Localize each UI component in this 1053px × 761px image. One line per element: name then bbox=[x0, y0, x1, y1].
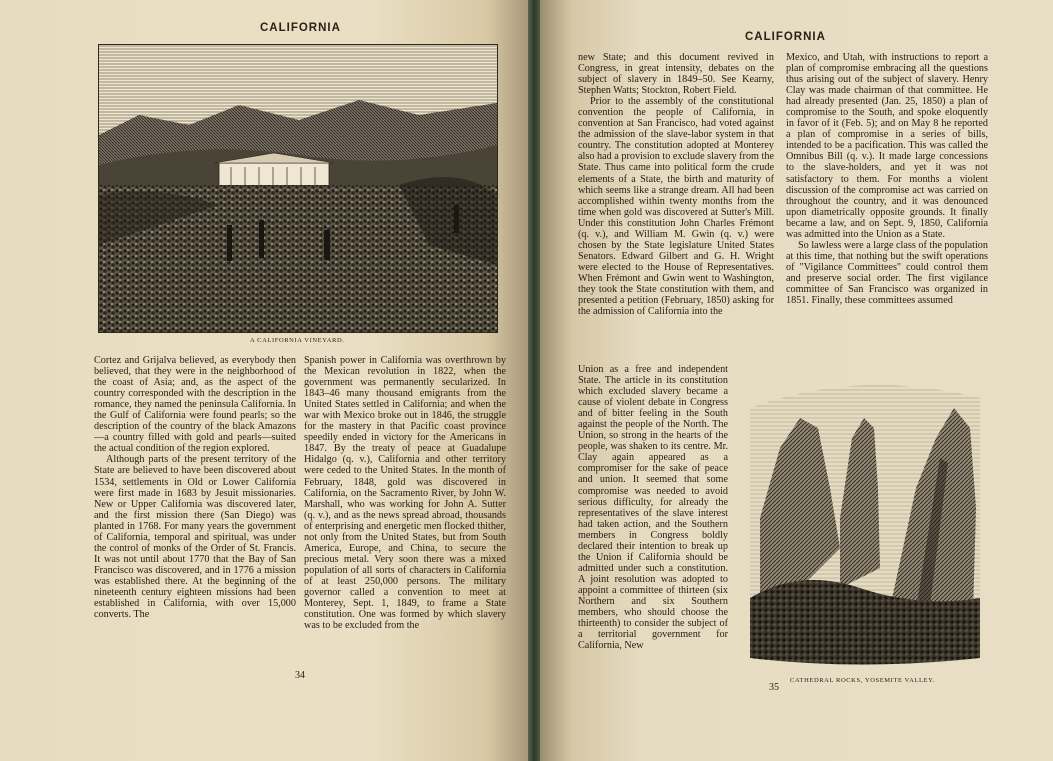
running-head: CALIFORNIA bbox=[260, 22, 341, 34]
cathedral-rocks-illustration bbox=[740, 368, 984, 671]
vineyard-engraving bbox=[98, 44, 498, 333]
paragraph: Mexico, and Utah, with instructions to report a plan of compromise embracing all the questions thus arising out of the subject of slavery. Henry Clay was made chairman of that committee. He had already presented (Jan. 25, 1850) a plan of compromise to the South, and spoke eloquently in favor of it (Feb. 5); and on May 8 he reported a plan of compromise in a series of bills, intended to be a pacification. This was called the Omnibus Bill (q. v.). It made large concessions to the slave-holders, and yet it was not satisfactory to them. For months a violent discussion of the compromise act was carried on throughout the country, and it was denounced upon diametrically opposite grounds. It finally became a law, and on Sept. 9, 1850, California was admitted into the Union as a State. bbox=[786, 52, 988, 240]
page-number: 35 bbox=[769, 682, 779, 693]
cathedral-rocks-engraving bbox=[740, 368, 984, 671]
paragraph: So lawless were a large class of the population at this time, that nothing but the swift operations of "Vigilance Committees" could control them and preserve social order. The first vigilance committee of San Francisco was organized in 1851. Finally, these committees assumed bbox=[786, 239, 988, 307]
right-column-1-narrow bbox=[578, 364, 728, 651]
book-gutter bbox=[528, 0, 540, 761]
paragraph: Prior to the assembly of the constitutional convention the people of California, in convention at San Francisco, had voted against the admission of the slave-labor system in that country. The constitution adopted at Monterey also had a provision to exclude slavery from the State. Thus came into political form the crude elements of a State, the birth and maturity of which seems like a strange dream. All had been accomplished within twenty months from the time when gold was discovered at Sutter's Mill. Under this constitution John Charles Frémont (q. v.), and William M. Gwin (q. v.) were chosen by the State legislature United States Senators. Edward Gilbert and G. H. Wright were elected to the House of Representatives. When Frémont and Gwin went to Washington, they took the State constitution with them, and presented a petition (February, 1850) asking for the admission of California into the bbox=[578, 96, 774, 318]
vineyard-illustration bbox=[99, 45, 497, 332]
page-number: 34 bbox=[295, 670, 305, 681]
paragraph: Union as a free and independent State. The article in its constitution which excluded slavery became a cause of violent debate in Congress and of bitter feeling in the South against the people of the North. The Union, so strong in the hearts of the people, was shaken to its centre. Mr. Clay again appeared as a compromiser for the sake of peace and union. It seemed that some compromise was needed to avoid serious difficulty, for already the representatives of the slave interest had taken action, and the Southern members in Congress boldly declared their intention to break up the Union if California should be admitted under such a constitution. A joint resolution was adopted to appoint a committee of thirteen (six Northern and six Southern members, who should choose the thirteenth) to consider the subject of a territorial government for California, New bbox=[578, 364, 728, 652]
running-head: CALIFORNIA bbox=[745, 31, 826, 43]
paragraph: Cortez and Grijalva believed, as everybody then believed, that they were in the neighborhood of the coast of Asia; and, as the aspect of the country corresponded with the description in the romance, they named the peninsula California. In the Gulf of California were found pearls; so the description of the country of the black Amazons—a country filled with gold and pearls—suited the actual condition of the region explored. bbox=[94, 355, 296, 455]
paragraph: Spanish power in California was overthrown by the Mexican revolution in 1822, when the government was permanently secularized. In 1843–46 many thousand emigrants from the United States settled in California; and when the war with Mexico broke out in 1846, the struggle for the mastery in that Pacific coast province speedily ended in victory for the Americans in 1847. By the treaty of peace at Guadalupe Hidalgo (q. v.), California and other territory were ceded to the United States. In the month of February, 1848, gold was discovered in California, on the Sacramento River, by John W. Marshall, who was working for John A. Sutter (q. v.), and as the news spread abroad, thousands of enterprising and energetic men flocked thither, not only from the United States, but from South America, Europe, and China, to secure the precious metal. Very soon there was a mixed population of all sorts of characters in California of at least 250,000 persons. The military governor called a convention to meet at Monterey, Sept. 1, 1849, to frame a State constitution. One was formed by which slavery was to be excluded from the bbox=[304, 355, 506, 632]
figure-caption: A CALIFORNIA VINEYARD. bbox=[250, 337, 345, 344]
right-page bbox=[540, 0, 1053, 761]
paragraph: Although parts of the present territory of the State are believed to have been discovered about 1534, settlements in Old or Lower California were first made in 1683 by Jesuit missionaries. New or Upper California was discovered later, and the first mission there (San Diego) was planted in 1768. For many years the government of California, temporal and spiritual, was under the control of monks of the Order of St. Francis. It was not until about 1770 that the Bay of San Francisco was discovered, and in 1776 a mission was established there. At the beginning of the nineteenth century eighteen missions had been established in California, with over 15,000 converts. The bbox=[94, 454, 296, 621]
left-column-1 bbox=[94, 355, 296, 620]
paragraph: new State; and this document revived in Congress, in great intensity, debates on the subject of slavery in 1849–50. See Kearny, Stephen Watts; Stockton, Robert Field. bbox=[578, 52, 774, 97]
left-column-2 bbox=[304, 355, 506, 631]
right-column-2 bbox=[786, 52, 988, 306]
figure-caption: CATHEDRAL ROCKS, YOSEMITE VALLEY. bbox=[790, 677, 935, 684]
right-column-1 bbox=[578, 52, 774, 317]
